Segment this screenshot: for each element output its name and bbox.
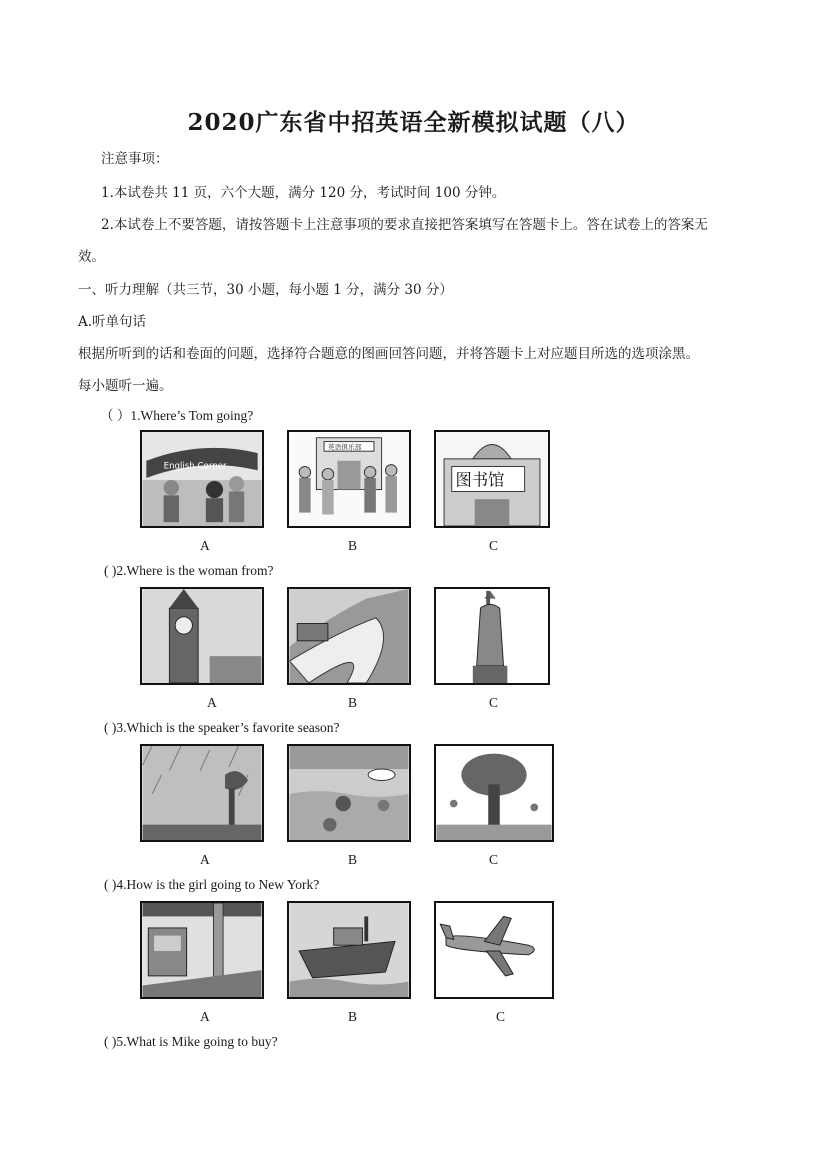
english-club-sign-text: 英语俱乐部 [327, 443, 362, 452]
q4-option-c-image [434, 901, 554, 999]
answer-bracket[interactable]: ( ) [104, 563, 117, 578]
question-3 [104, 720, 340, 736]
q1-option-c-image [434, 430, 550, 528]
notice-item-1: 1.本试卷共 11 页，六个大题，满分 120 分，考试时间 100 分钟。 [101, 185, 506, 201]
q3-label-a: A [200, 852, 210, 867]
q4-label-b: B [348, 1009, 358, 1024]
q3-option-c-image [434, 744, 554, 842]
question-4 [104, 877, 319, 893]
q1-option-b-image [287, 430, 411, 528]
notice-item-2: 2.本试卷上不要答题，请按答题卡上注意事项的要求直接把答案填写在答题卡上。答在试卷上的答案无 [101, 217, 708, 233]
question-text: 3.Which is the speaker’s favorite season? [116, 720, 340, 735]
q2-option-c-image [434, 587, 550, 685]
q1-label-b: B [348, 538, 358, 553]
q3-label-b: B [348, 852, 358, 867]
question-text: 4.How is the girl going to New York? [116, 877, 320, 892]
question-1 [100, 404, 253, 424]
q2-label-a: A [207, 695, 217, 710]
part-a-title: A.听单句话 [78, 314, 147, 330]
q4-option-a-image [140, 901, 264, 999]
library-sign-text: 图书馆 [455, 470, 505, 490]
q1-option-a-image [140, 430, 264, 528]
q3-option-a-image [140, 744, 264, 842]
q1-label-a: A [200, 538, 210, 553]
notice-heading: 注意事项： [101, 151, 169, 167]
question-text: 2.Where is the woman from? [116, 563, 274, 578]
answer-bracket[interactable]: ( ) [104, 720, 117, 735]
q2-label-b: B [348, 695, 358, 710]
q2-label-c: C [489, 695, 499, 710]
english-corner-banner-text: English Corner [163, 461, 227, 472]
instruction-line-2: 每小题听一遍。 [78, 378, 173, 394]
q4-label-c: C [496, 1009, 506, 1024]
question-5 [104, 1034, 278, 1050]
answer-bracket[interactable]: （ ） [100, 408, 131, 423]
question-text: 5.What is Mike going to buy? [116, 1034, 278, 1049]
answer-bracket[interactable]: ( ) [104, 877, 117, 892]
notice-item-2-cont: 效。 [78, 249, 105, 265]
question-text: 1.Where’s Tom going? [130, 408, 254, 423]
q4-label-a: A [200, 1009, 210, 1024]
q4-option-b-image [287, 901, 411, 999]
question-2 [104, 563, 273, 579]
q2-option-b-image [287, 587, 411, 685]
q2-option-a-image [140, 587, 264, 685]
answer-bracket[interactable]: ( ) [104, 1034, 117, 1049]
q3-label-c: C [489, 852, 499, 867]
instruction-line-1: 根据所听到的话和卷面的问题，选择符合题意的图画回答问题，并将答题卡上对应题目所选的选项涂黑。 [78, 346, 699, 362]
q3-option-b-image [287, 744, 411, 842]
q1-label-c: C [489, 538, 499, 553]
page-title: 2020广东省中招英语全新模拟试题（八） [187, 109, 640, 136]
section-title: 一、听力理解（共三节，30 小题，每小题 1 分，满分 30 分） [78, 282, 453, 298]
